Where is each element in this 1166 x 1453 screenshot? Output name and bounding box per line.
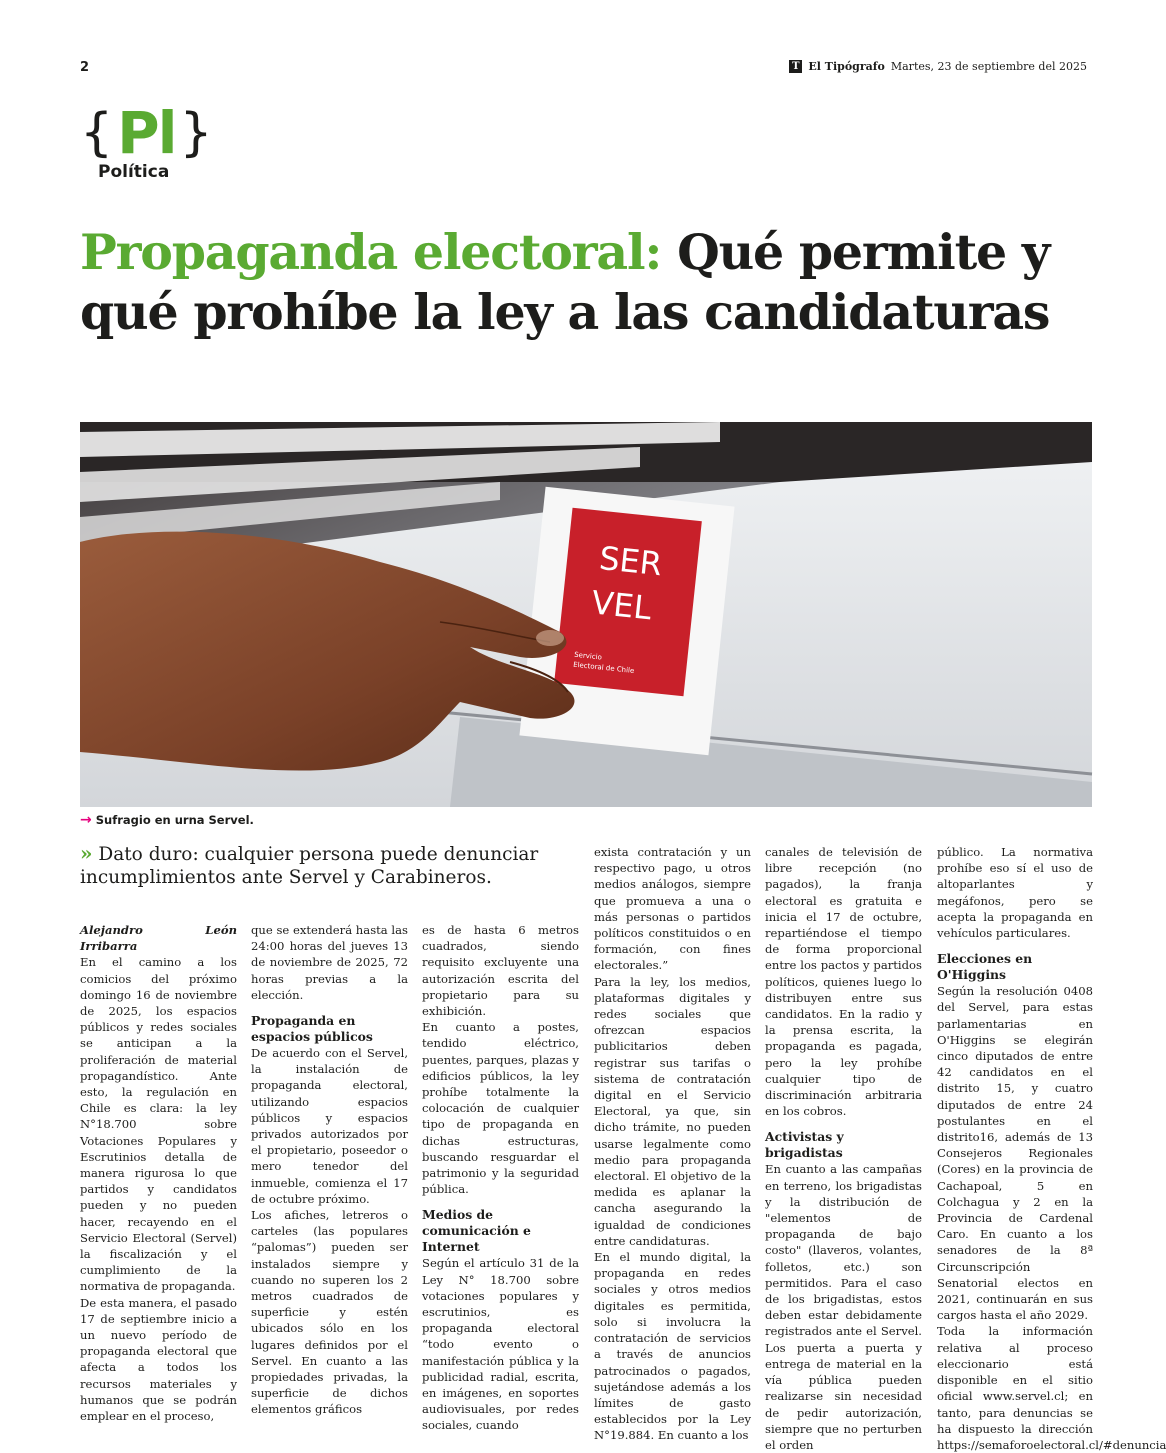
card-text-line2: VEL xyxy=(589,583,654,628)
byline: Alejandro León Irribarra xyxy=(80,923,237,954)
paragraph: exista contratación y un respectivo pago, u otros medios análogos, siempre que promueva a una o más personas o partidos políticos constituidos o en formación, con fines electorales.” xyxy=(594,845,751,973)
paragraph: Toda la información relativa al proceso eleccionario está disponible en el sitio oficial www.servel.cl; en tanto, para denuncias se ha dispuesto la dirección https://semaforoelectoral.cl/#denuncia xyxy=(937,1324,1166,1452)
page-number: 2 xyxy=(80,60,90,75)
paragraph: De esta manera, el pasado 17 de septiembre inicio a un nuevo período de propaganda electoral que afecta a todos los recursos materiales y humanos que se podrán emplear en el proceso, xyxy=(80,1295,237,1424)
subheading-ohiggins: Elecciones en O'Higgins xyxy=(937,951,1033,983)
subheading-medios: Medios de comunicación e Internet xyxy=(422,1207,531,1255)
article-column-3 xyxy=(422,922,579,1434)
paragraph: Según el artículo 31 de la Ley N° 18.700 sobre votaciones populares y escrutinios, es propaganda electoral “todo evento o manifestación pública y la publicidad radial, escrita, en imágenes, en soportes audiovisuales, por redes sociales, cuando xyxy=(422,1256,579,1433)
section-name: Política xyxy=(98,162,170,182)
paragraph: Según la resolución 0408 del Servel, para estas parlamentarias en O'Higgins se elegirán cinco diputados de entre 42 candidatos en el distrito 15, y cuatro diputados de entre 24 postulantes en el distrito16, además de 13 Consejeros Regionales (Cores) en la provincia de Cachapoal, 5 en Colchagua y 2 en la Provincia de Cardenal Caro. En cuanto a los senadores de la 8ª Circunscripción Senatorial electos en 2021, continuarán en sus cargos hasta el año 2029. xyxy=(937,984,1093,1323)
paragraph: En cuanto a postes, tendido eléctrico, puentes, parques, plazas y edificios públicos, la ley prohíbe totalmente la colocación de cualquier tipo de propaganda en dichas estructuras, buscando resguardar el patrimonio y la seguridad pública. xyxy=(422,1020,579,1197)
arrow-right-icon: → xyxy=(80,812,92,828)
paragraph: Los afiches, letreros o carteles (las populares “palomas”) pueden ser instalados siempre y cuando no superen los 2 metros cuadrados de superficie y estén ubicados sólo en los lugares definidos por el Servel. En cuanto a las propiedades privadas, la superficie de dichos elementos gráficos xyxy=(251,1208,408,1417)
subheading-activistas: Activistas y brigadistas xyxy=(765,1129,844,1161)
paragraph: En cuanto a las campañas en terreno, los brigadistas y la distribución de "elementos de propaganda de bajo costo" (llaveros, volantes, folletos, etc.) son permitidos. Para el caso de los brigadistas, estos deben estar debidamente registrados ante el Servel. Los puerta a puerta y entrega de material en la vía pública pueden realizarse sin necesidad de pedir autorización, siempre que no perturben el orden xyxy=(765,1162,922,1452)
quote-mark-icon: » xyxy=(80,841,93,865)
paragraph: En el camino a los comicios del próximo domingo 16 de noviembre de 2025, los espacios públicos y redes sociales se anticipan a la proliferación de material propagandístico. Ante esto, la regulación en Chile es clara: la ley N°18.700 sobre Votaciones Populares y Escrutinios detalla de manera rigurosa lo que partidos y candidatos pueden y no pueden hacer, recayendo en el Servicio Electoral (Servel) la fiscalización y el cumplimiento de la normativa de propaganda. xyxy=(80,955,237,1294)
paragraph: En el mundo digital, la propaganda en redes sociales y otros medios digitales es permitida, solo si involucra la contratación de servicios a través de anuncios patrocinados o pagados, sujetándose además a los límites de gasto establecidos por la Ley N°19.884. En cuanto a los xyxy=(594,1250,751,1443)
paragraph: es de hasta 6 metros cuadrados, siendo requisito excluyente una autorización escrita del propietario para su exhibición. xyxy=(422,923,579,1019)
card-small-line1: Servicio xyxy=(573,650,603,662)
headline xyxy=(80,222,1090,342)
brace-open: { xyxy=(80,103,114,163)
article-column-5 xyxy=(765,844,922,1453)
photo-caption xyxy=(80,812,254,828)
issue-date: Martes, 23 de septiembre del 2025 xyxy=(890,60,1087,73)
section-badge xyxy=(80,99,213,182)
article-column-6 xyxy=(937,844,1166,1453)
card-text-line1: SER xyxy=(597,538,664,584)
pullquote-text: Dato duro: cualquier persona puede denunciar incumplimientos ante Servel y Carabineros. xyxy=(80,844,539,888)
article-column-1 xyxy=(80,922,237,1424)
headline-accent: Propaganda electoral: xyxy=(80,223,662,281)
paragraph: canales de televisión de libre recepción (no pagados), la franja electoral es gratuita e inicia el 17 de octubre, repartiéndose el tiempo de forma proporcional entre los pactos y partidos políticos, quienes luego lo distribuyen entre sus candidatos. En la radio y la prensa escrita, la propaganda es pagada, pero la ley prohíbe cualquier tipo de discriminación arbitraria en los cobros. xyxy=(765,845,922,1119)
newspaper-name: El Tipógrafo xyxy=(808,60,885,73)
caption-text: Sufragio en urna Servel. xyxy=(95,813,254,827)
card-small-line2: Electoral de Chile xyxy=(572,660,635,676)
masthead xyxy=(789,60,1087,73)
ballot-photo xyxy=(80,422,1092,807)
newspaper-logo-icon: T xyxy=(789,60,802,73)
paragraph: que se extenderá hasta las 24:00 horas del jueves 13 de noviembre de 2025, 72 horas previas a la elección. xyxy=(251,923,408,1002)
article-column-4 xyxy=(594,844,751,1444)
paragraph: De acuerdo con el Servel, la instalación de propaganda electoral, utilizando espacios públicos y espacios privados autorizados por el propietario, poseedor o mero tenedor del inmueble, comienza el 17 de octubre próximo. xyxy=(251,1046,408,1206)
brace-close: } xyxy=(179,103,213,163)
headline-rest: Qué permite y qué prohíbe la ley a las candidaturas xyxy=(80,223,1050,341)
article-column-2 xyxy=(251,922,408,1418)
paragraph: Para la ley, los medios, plataformas digitales y redes sociales que ofrezcan espacios publicitarios deben registrar sus tarifas o sistema de contratación digital en el Servicio Electoral, ya que, sin dicho trámite, no pueden usarse legalmente como medio para propaganda electoral. El objetivo de la medida es aplanar la cancha asegurando la igualdad de condiciones entre candidaturas. xyxy=(594,974,751,1248)
paragraph: público. La normativa prohíbe eso sí el uso de altoparlantes y megáfonos, pero se acepta la propaganda en vehículos particulares. xyxy=(937,845,1093,941)
section-code: Pl xyxy=(117,99,176,167)
pullquote xyxy=(80,842,570,889)
subheading-espacios: Propaganda en espacios públicos xyxy=(251,1013,373,1045)
